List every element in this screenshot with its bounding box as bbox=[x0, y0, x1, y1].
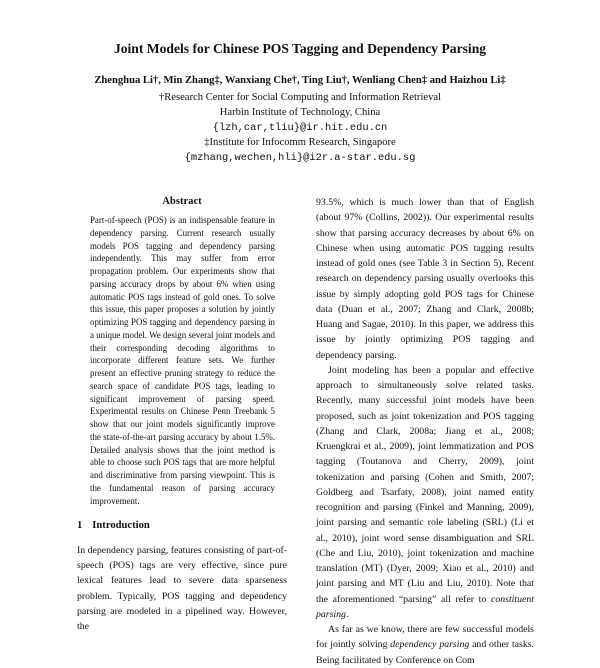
affiliation-1-name: †Research Center for Social Computing and Information Retrieval bbox=[158, 92, 442, 103]
paragraph-end-period: . bbox=[345, 608, 349, 620]
paragraph-joint-modeling bbox=[316, 363, 534, 622]
emphasis-dependency-parsing: dependency parsing bbox=[390, 639, 470, 651]
paragraph-as-far-as-text-a: As far as we know, there are few successful models for jointly solving bbox=[316, 624, 534, 651]
emphasis-constituent-parsing: constituent parsing bbox=[316, 593, 534, 620]
section-number: 1 bbox=[77, 520, 83, 531]
section-title: Introduction bbox=[92, 520, 150, 531]
paragraph-continuation: 93.5%, which is much lower than that of English (about 97% (Collins, 2002)). Our experimental results show that parsing accuracy decreases by about 6% on Chinese when using automatic POS tagging results instead of gold ones (see Table 3 in Section 5). Recent research on dependency parsing usually overlooks this issue by simply adopting gold POS tags for Chinese data (Duan et al., 2007; Zhang and Clark, 2008b; Huang and Sagae, 2010). In this paper, we address this issue by jointly optimizing POS tagging and dependency parsing. bbox=[316, 197, 534, 361]
affiliation-2-email: {mzhang,wechen,hli}@i2r.a-star.edu.sg bbox=[184, 152, 416, 164]
introduction-text: In dependency parsing, features consisting of part-of-speech (POS) tags are very effective, since pure lexical features lead to severe data sparseness problem. Typically, POS tagging and dependency parsing are modeled in a pipelined way. However, the bbox=[77, 545, 287, 633]
affiliation-1-institution: Harbin Institute of Technology, China bbox=[219, 107, 381, 118]
affiliation-1-email: {lzh,car,tliu}@ir.hit.edu.cn bbox=[212, 122, 388, 134]
author-list: Zhenghua Li†, Min Zhang‡, Wanxiang Che†, Ting Liu†, Wenliang Chen‡ and Haizhou Li‡ bbox=[94, 75, 506, 86]
paragraph-joint-modeling-text: Joint modeling has been a popular and effective approach to simultaneously solve related tasks. Recently, many successful joint models have been proposed, such as joint tokenization and POS tagging (Zhang and Clark, 2008a; Jiang et al., 2008; Kruengkrai et al., 2009), joint lemmatization and POS tagging (Toutanova and Cherry, 2009), joint tokenization and parsing (Cohen and Smith, 2007; Goldberg and Tsarfaty, 2008), joint named entity recognition and parsing (Finkel and Manning, 2009), joint parsing and semantic role labeling (SRL) (Li et al., 2010), joint word sense disambiguation and SRL (Che and Liu, 2010), joint tokenization and machine translation (MT) (Dyer, 2009; Xiao et al., 2010) and joint parsing and MT (Liu and Liu, 2010). Note that the aforementioned “parsing” all refer to bbox=[316, 364, 534, 605]
paragraph-as-far-as bbox=[316, 622, 534, 668]
abstract-text: Part-of-speech (POS) is an indispensable feature in dependency parsing. Current research usually models POS tagging and dependency parsing independently. This may suffer from error propagation problem. Our experiments show that parsing accuracy drops by about 6% when using automatic POS tags instead of gold ones. To solve this issue, this paper proposes a solution by jointly optimizing POS tagging and dependency parsing in a unique model. We design several joint models and their corresponding decoding algorithms to incorporate different feature sets. We further present an effective pruning strategy to reduce the search space of candidate POS tags, leading to significant improvement of parsing speed. Experimental results on Chinese Penn Treebank 5 show that our joint models significantly improve the state-of-the-art parsing accuracy by about 1.5%. Detailed analysis shows that the joint method is able to choose such POS tags that are more helpful and discriminative from parsing viewpoint. This is the fundamental reason of parsing accuracy improvement. bbox=[90, 215, 275, 506]
paper-title: Joint Models for Chinese POS Tagging and Dependency Parsing bbox=[113, 41, 487, 56]
paragraph-as-far-as-text-b: and other tasks. Being facilitated by Conference on Com bbox=[316, 639, 534, 666]
abstract-heading: Abstract bbox=[162, 196, 202, 207]
affiliation-2-name: ‡Institute for Infocomm Research, Singapore bbox=[204, 137, 396, 148]
right-column-text bbox=[316, 195, 534, 668]
section-heading-introduction bbox=[77, 520, 150, 531]
